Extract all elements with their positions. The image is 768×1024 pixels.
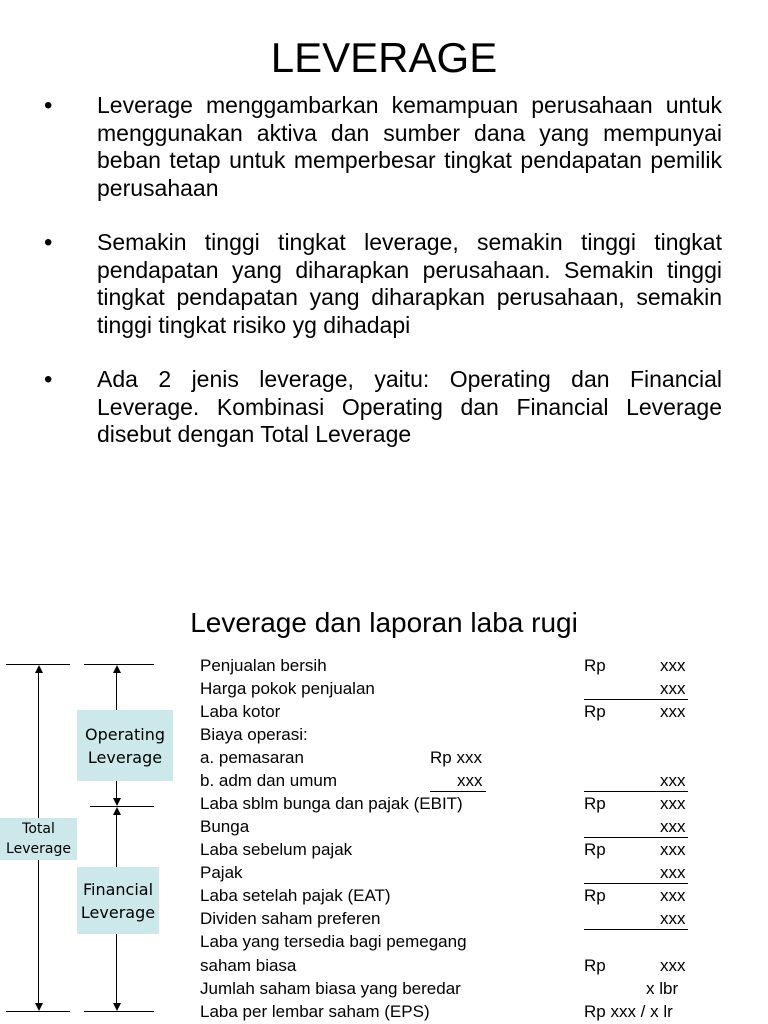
statement-row-currency: Rp xxx / x lr	[584, 1002, 673, 1021]
statement-row-label: Biaya operasi:	[200, 725, 308, 744]
bullet-item	[40, 92, 722, 202]
statement-row-value: xxx	[660, 771, 686, 790]
statement-row-value: xxx	[660, 956, 686, 975]
statement-row-label: Laba sblm bunga dan pajak (EBIT)	[200, 794, 463, 813]
statement-row-label: Laba yang tersedia bagi pemegang	[200, 932, 467, 951]
statement-row-currency: Rp	[584, 840, 606, 859]
statement-row-currency: Rp	[584, 956, 606, 975]
statement-row-subvalue: Rp xxx	[430, 748, 482, 767]
statement-row-value: xxx	[660, 863, 686, 882]
slide-title: LEVERAGE	[270, 34, 498, 81]
operating-leverage-box: Operating Leverage	[77, 710, 173, 781]
statement-row-value: xxx	[660, 886, 686, 905]
statement-row-currency: Rp	[584, 794, 606, 813]
bullet-marker: •	[44, 92, 53, 119]
operating-up-arrow-icon	[113, 665, 121, 673]
bullet-text: Leverage menggambarkan kemampuan perusahaan untuk menggunakan aktiva dan sumber dana yang mempunyai beban tetap untuk memperbesar tingkat pendapatan pemilik perusahaan	[97, 92, 722, 201]
statement-row-label: b. adm dan umum	[200, 771, 338, 790]
statement-row-value: xxx	[660, 817, 686, 836]
statement-row-value: x lbr	[646, 979, 679, 998]
total-up-arrow-icon	[35, 665, 43, 673]
subtotal-underline	[584, 929, 688, 930]
bullet-marker: •	[44, 366, 53, 393]
bullet-marker: •	[44, 229, 53, 256]
statement-row-value: xxx	[660, 909, 686, 928]
statement-row-label: Laba setelah pajak (EAT)	[200, 886, 391, 905]
statement-row-label: a. pemasaran	[200, 748, 304, 767]
bullet-text: Ada 2 jenis leverage, yaitu: Operating dan Financial Leverage. Kombinasi Operating dan Financial Leverage disebut dengan Total Leverage	[97, 366, 722, 447]
statement-row-label: Laba kotor	[200, 702, 281, 721]
total-upper-line	[38, 672, 39, 818]
statement-row-label: Dividen saham preferen	[200, 909, 381, 928]
total-down-arrow-icon	[35, 1003, 43, 1011]
financial-up-arrow-icon	[113, 807, 121, 815]
statement-row-label: Bunga	[200, 817, 250, 836]
total-leverage-box: Total Leverage	[0, 818, 77, 860]
statement-row-label: Laba per lembar saham (EPS)	[200, 1002, 430, 1021]
statement-row-value: xxx	[660, 702, 686, 721]
statement-row-currency: Rp	[584, 702, 606, 721]
bullet-item	[40, 229, 722, 339]
statement-row-value: xxx	[660, 794, 686, 813]
statement-row-label: Jumlah saham biasa yang beredar	[200, 979, 461, 998]
financial-upper-line	[116, 815, 117, 867]
statement-row-value: xxx	[660, 679, 686, 698]
bullet-text: Semakin tinggi tingkat leverage, semakin tinggi tingkat pendapatan yang diharapkan perusahaan. Semakin tinggi tingkat pendapatan yang diharapkan perusahaan, semakin tinggi tingkat risiko yg dihadapi	[97, 229, 722, 338]
financial-lower-line	[116, 934, 117, 1003]
statement-row-subvalue: xxx	[457, 771, 483, 790]
financial-leverage-box: Financial Leverage	[77, 867, 159, 934]
ebit-tick	[90, 806, 154, 807]
statement-row-label: saham biasa	[200, 956, 297, 975]
operating-upper-line	[116, 672, 117, 710]
bullet-list	[40, 92, 722, 476]
bullet-item	[40, 366, 722, 449]
statement-row-currency: Rp	[584, 886, 606, 905]
statement-row-value: xxx	[660, 656, 686, 675]
statement-row-label: Laba sebelum pajak	[200, 840, 353, 859]
total-bottom-tick	[6, 1011, 70, 1012]
statement-row-label: Harga pokok penjualan	[200, 679, 375, 698]
statement-row-label: Pajak	[200, 863, 243, 882]
financial-down-arrow-icon	[113, 1003, 121, 1011]
statement-row-value: xxx	[660, 840, 686, 859]
operating-down-arrow-icon	[113, 798, 121, 806]
statement-row-currency: Rp	[584, 656, 606, 675]
total-lower-line	[38, 860, 39, 1003]
financial-bottom-tick	[84, 1011, 154, 1012]
statement-row-label: Penjualan bersih	[200, 656, 327, 675]
section-subtitle: Leverage dan laporan laba rugi	[190, 607, 578, 638]
